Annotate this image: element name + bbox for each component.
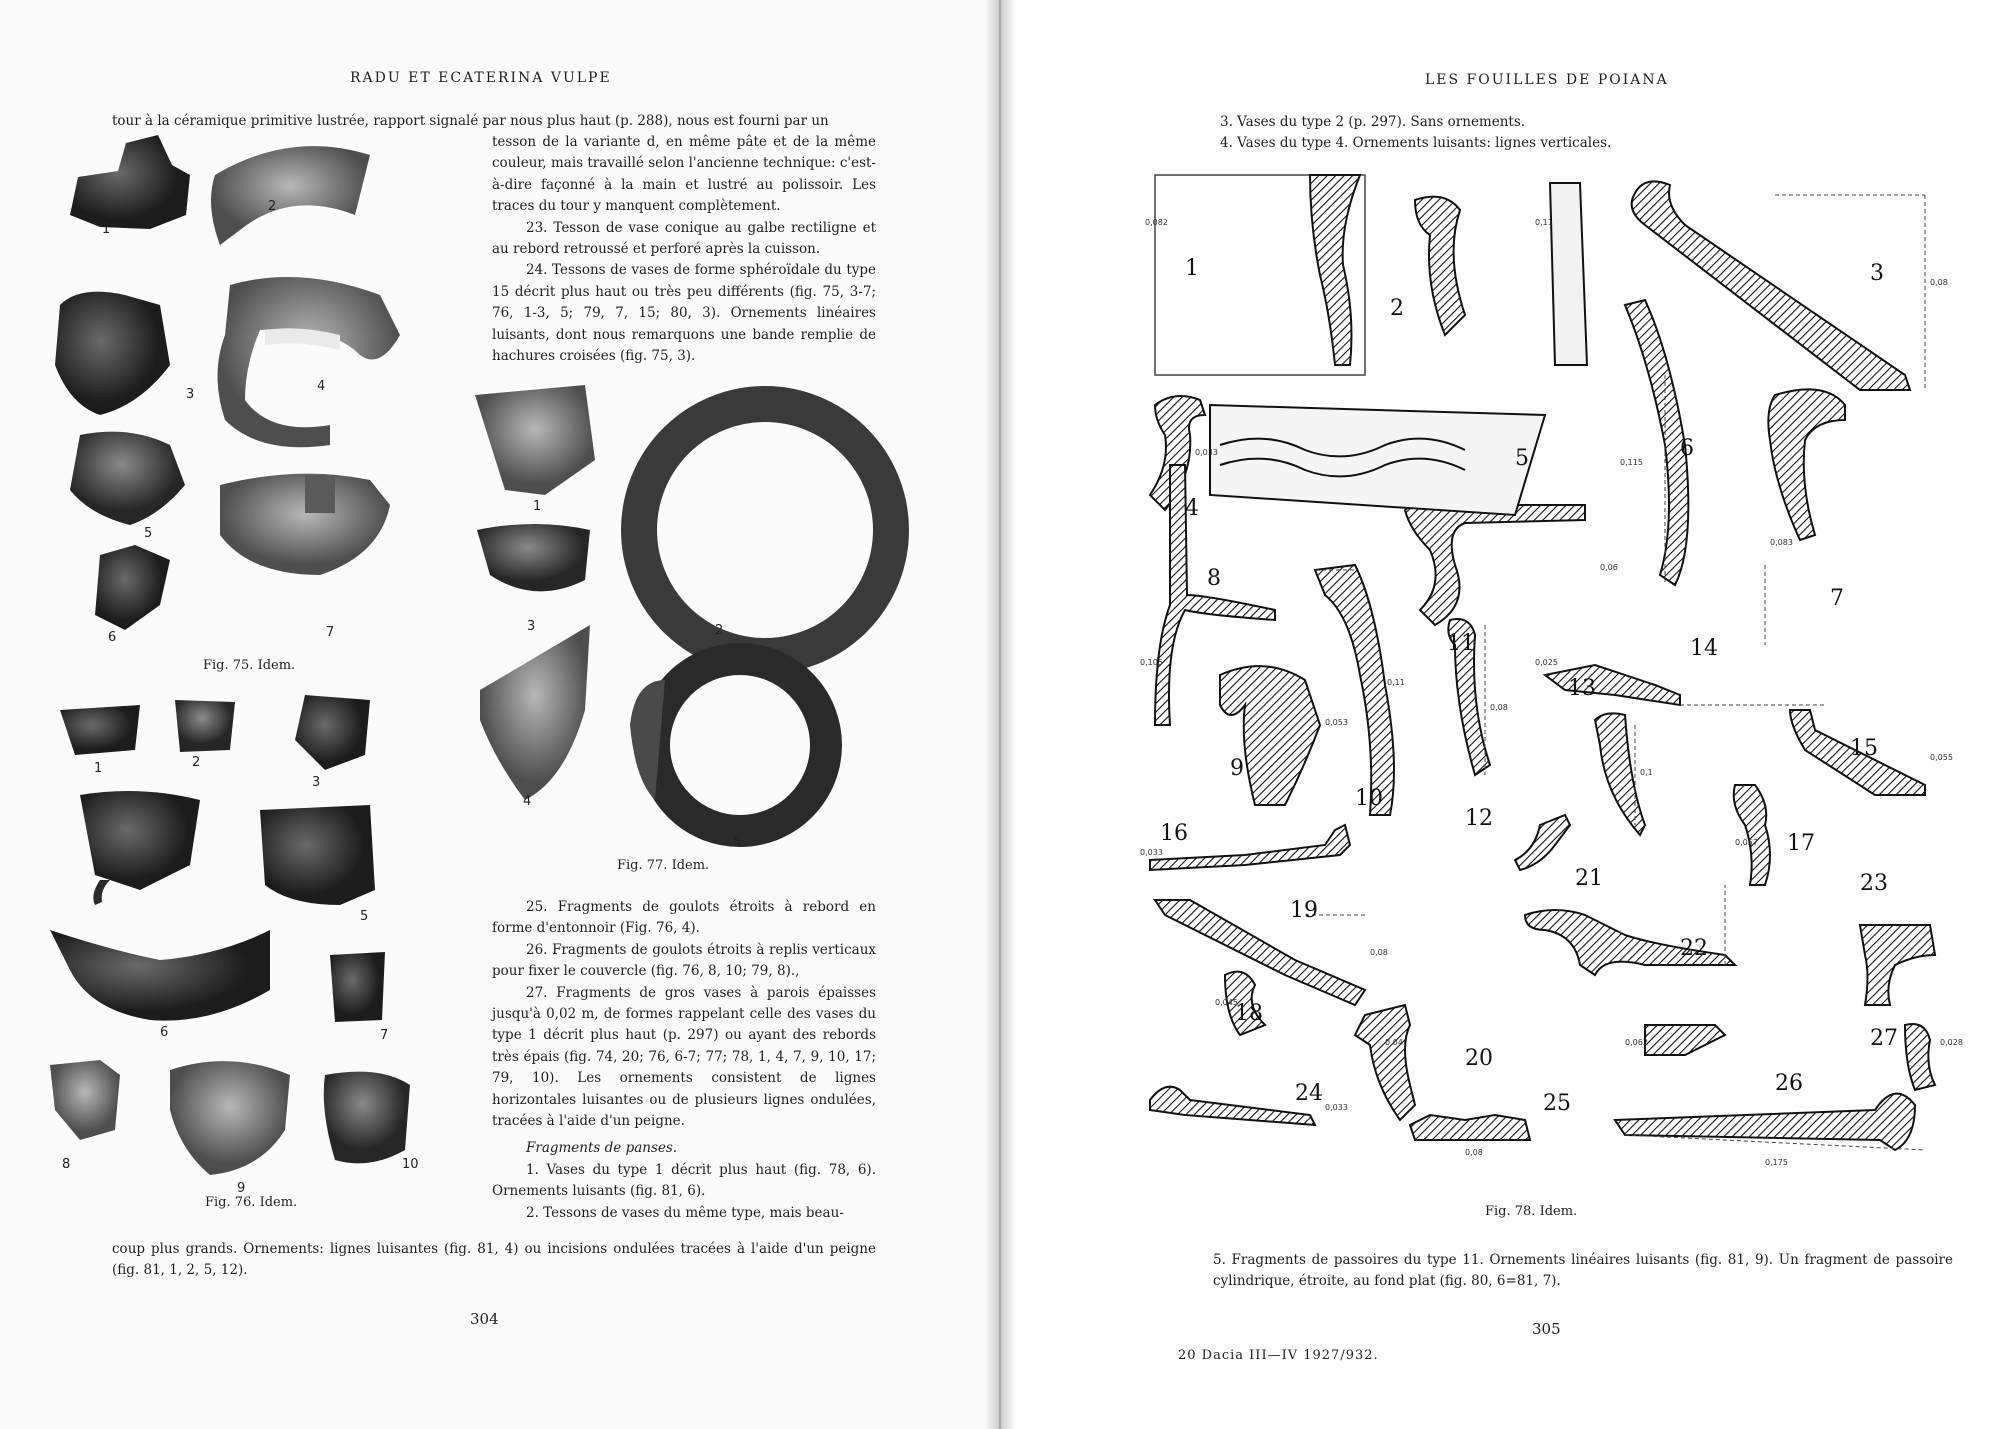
figure-76-photos [40, 690, 460, 1220]
item-26: 26. Fragments de goulots étroits à replis verticaux pour fixer le couvercle (fig. 76, 8, 10; 79, 8)., [492, 941, 876, 980]
fig75-caption: Fig. 75. Idem. [203, 658, 296, 673]
drawing-12 [1515, 815, 1570, 870]
drawing-20 [1355, 1005, 1415, 1120]
fig78-label-14: 14 [1690, 636, 1718, 661]
dim-5: 0,06 [1600, 563, 1618, 572]
dim-25: 0,08 [1465, 1148, 1483, 1157]
dim-15: 0,055 [1930, 753, 1953, 762]
item-24: 24. Tessons de vases de forme sphéroïdale du type 15 décrit plus haut ou très peu différents (fig. 75, 3-7; 76, 1-3, 5; 79, 7, 15; 80, 3). Ornements linéaires luisants, dont nous remarquons une bande remplie de hachures croisées (fig. 75, 3). [492, 262, 876, 365]
dim-24: 0,033 [1325, 1103, 1348, 1112]
sherd-76-2 [175, 700, 235, 752]
fig77-label-1: 1 [533, 499, 542, 514]
drawing-14 [1545, 665, 1680, 705]
figure-75-photos [40, 135, 460, 655]
sherd-75-6 [95, 545, 170, 630]
fig78-label-7: 7 [1830, 586, 1844, 611]
drawing-13 [1595, 713, 1645, 835]
item-3: 3. Vases du type 2 (p. 297). Sans ornements. [1220, 114, 1526, 130]
drawing-6 [1625, 300, 1688, 585]
fig76-caption: Fig. 76. Idem. [205, 1195, 298, 1210]
fig76-label-8: 8 [62, 1157, 71, 1172]
sherd-77-4 [480, 625, 590, 800]
fig75-label-3: 3 [186, 387, 195, 402]
fig78-label-12: 12 [1465, 806, 1493, 831]
fig76-label-3: 3 [312, 775, 321, 790]
fig78-label-8: 8 [1207, 566, 1221, 591]
sherd-76-3 [295, 695, 370, 770]
fig78-label-19: 19 [1290, 898, 1318, 923]
sherd-76-10 [324, 1072, 410, 1164]
fig78-label-20: 20 [1465, 1046, 1493, 1071]
book-gutter [985, 0, 1015, 1429]
sherd-76-5 [260, 805, 375, 905]
fig78-label-25: 25 [1543, 1091, 1571, 1116]
item-5: 5. Fragments de passoires du type 11. Ornements linéaires luisants (fig. 81, 9). Un fragment de passoire cylindrique, étroite, au fond plat (fig. 80, 6=81, 7). [1213, 1252, 1953, 1290]
fig78-label-26: 26 [1775, 1071, 1803, 1096]
fig78-label-21: 21 [1575, 866, 1603, 891]
sherd-75-2 [211, 146, 370, 245]
sherd-75-3 [55, 292, 170, 415]
dim-2: 0,11 [1535, 218, 1553, 227]
signature-footer: 20 Dacia III—IV 1927/932. [1178, 1348, 1379, 1363]
item-25: 25. Fragments de goulots étroits à rebord en forme d'entonnoir (Fig. 76, 4). [492, 899, 876, 937]
dim-3: 0,08 [1930, 278, 1948, 287]
figure-77-photos [465, 380, 860, 860]
drawing-2b [1550, 183, 1587, 365]
dim-27: 0,028 [1940, 1038, 1963, 1047]
drawing-23 [1860, 925, 1935, 1005]
fig78-label-10: 10 [1355, 786, 1383, 811]
fig76-label-5: 5 [360, 909, 369, 924]
fig76-label-2: 2 [192, 755, 201, 770]
fig78-label-1: 1 [1185, 256, 1199, 281]
right-column-text-top [492, 132, 876, 367]
sherd-75-5 [70, 432, 185, 525]
drawing-3 [1632, 181, 1910, 390]
dim-22: 0,062 [1625, 1038, 1648, 1047]
fig75-label-2: 2 [268, 199, 277, 214]
fig76-label-6: 6 [160, 1025, 169, 1040]
dim-18: 0,045 [1215, 998, 1238, 1007]
drawing-7 [1768, 389, 1845, 540]
drawing-9 [1220, 666, 1320, 805]
fig78-caption: Fig. 78. Idem. [1485, 1204, 1578, 1219]
fig77-caption: Fig. 77. Idem. [617, 858, 710, 873]
dim-6: 0,115 [1620, 458, 1643, 467]
fig75-label-6: 6 [108, 630, 117, 645]
dim-1: 0,082 [1145, 218, 1168, 227]
drawing-5 [1405, 501, 1585, 625]
page-number-left: 304 [470, 1310, 499, 1328]
fig78-label-22: 22 [1680, 936, 1708, 961]
sherd-76-1 [60, 705, 140, 755]
intro-continuation: tesson de la variante d, en même pâte et de la même couleur, mais travaillé selon l'ancienne technique: c'est-à-dire façonné à la main et lustré au polissoir. Les traces du tour y manquent complètement. [492, 134, 876, 215]
page-number-right: 305 [1532, 1320, 1561, 1338]
dim-8: 0,105 [1140, 658, 1163, 667]
sherd-76-6 [50, 930, 270, 1021]
dim-14: 0,025 [1535, 658, 1558, 667]
fig77-label-2: 2 [715, 623, 724, 638]
dim-10: 0,11 [1387, 678, 1405, 687]
dim-11: 0,08 [1490, 703, 1508, 712]
fig75-label-7: 7 [326, 625, 335, 640]
fig78-label-23: 23 [1860, 871, 1888, 896]
dim-13: 0,1 [1640, 768, 1653, 777]
ring-77-2 [639, 404, 891, 656]
sherd-76-7 [330, 952, 385, 1022]
fig77-label-3: 3 [527, 619, 536, 634]
panses-heading: Fragments de panses. [526, 1140, 678, 1157]
fig77-label-5: 5 [733, 835, 742, 850]
running-head-left: RADU ET ECATERINA VULPE [350, 70, 612, 86]
figure-78-drawings [1125, 165, 1963, 1185]
dim-7: 0,083 [1770, 538, 1793, 547]
fig78-label-9: 9 [1230, 756, 1244, 781]
fig75-label-1: 1 [102, 222, 111, 237]
dim-20: 0,04 [1385, 1038, 1403, 1047]
panse-2a: 2. Tessons de vases du même type, mais beau- [526, 1204, 844, 1221]
fig78-label-18: 18 [1235, 1001, 1263, 1026]
fig75-label-5: 5 [144, 526, 153, 541]
fig76-label-10: 10 [402, 1157, 419, 1172]
dim-17: 0,057 [1735, 838, 1758, 847]
drawing-19 [1155, 900, 1365, 1005]
sherd-77-3 [477, 524, 590, 591]
fig78-label-4: 4 [1185, 496, 1199, 521]
sherd-75-4a [218, 277, 401, 447]
fig77-label-4: 4 [523, 794, 532, 809]
fig78-label-16: 16 [1160, 821, 1188, 846]
fig78-label-6: 6 [1680, 436, 1694, 461]
drawing-10 [1315, 565, 1394, 815]
item-27: 27. Fragments de gros vases à parois épaisses jusqu'à 0,02 m, de formes rappelant celle des vases du type 1 décrit plus haut (p. 297) ou ayant des rebords très épais (fig. 74, 20; 76, 6-7; 77; 78, 1, 4, 7, 9, 10, 17; 79, 10). Les ornements consistent de lignes horizontales luisantes ou de plusieurs lignes ondulées, tracées à l'aide d'un peigne. [492, 984, 876, 1130]
dim-9: 0,053 [1325, 718, 1348, 727]
dim-19: 0,08 [1370, 948, 1388, 957]
fig78-label-13: 13 [1568, 676, 1596, 701]
dim-4: 0,033 [1195, 448, 1218, 457]
fig78-label-11: 11 [1447, 631, 1475, 656]
drawing-17 [1734, 785, 1770, 885]
panse-1: 1. Vases du type 1 décrit plus haut (fig. 78, 6). Ornements luisants (fig. 81, 6). [492, 1161, 876, 1200]
sherd-77-1 [475, 385, 595, 495]
fig78-label-24: 24 [1295, 1081, 1323, 1106]
fig78-label-15: 15 [1850, 736, 1878, 761]
sherd-75-1 [70, 135, 190, 229]
drawing-27 [1905, 1024, 1935, 1090]
fig78-label-3: 3 [1870, 261, 1884, 286]
sherd-76-4 [80, 791, 200, 890]
dim-26: 0,175 [1765, 1158, 1788, 1167]
fig76-label-9: 9 [237, 1181, 246, 1196]
fig76-label-4: 4 [155, 866, 164, 881]
drawing-1 [1310, 175, 1360, 365]
fig78-label-27: 27 [1870, 1026, 1898, 1051]
fig78-label-5: 5 [1515, 446, 1529, 471]
fig76-label-7: 7 [380, 1028, 389, 1043]
right-items-top [1220, 112, 1940, 155]
drawing-25 [1410, 1115, 1530, 1140]
right-column-text-bottom [492, 897, 876, 1224]
running-head-right: LES FOUILLES DE POIANA [1425, 72, 1669, 88]
panse-2b: coup plus grands. Ornements: lignes luisantes (fig. 81, 4) ou incisions ondulées tracées à l'aide d'un peigne (fig. 81, 1, 2, 5, 12). [112, 1241, 876, 1279]
intro-line: tour à la céramique primitive lustrée, rapport signalé par nous plus haut (p. 288), nous est fourni par un [112, 113, 829, 129]
fig76-label-1: 1 [94, 761, 103, 776]
dim-16: 0,033 [1140, 848, 1163, 857]
item-4: 4. Vases du type 4. Ornements luisants: lignes verticales. [1220, 135, 1612, 152]
fig75-label-4: 4 [317, 379, 326, 394]
drawing-22 [1645, 1025, 1725, 1055]
ring-77-5 [654, 659, 826, 831]
drawing-2 [1415, 197, 1465, 335]
sherd-76-8 [50, 1060, 120, 1140]
fig78-label-17: 17 [1787, 831, 1815, 856]
fig78-label-2: 2 [1390, 296, 1404, 321]
drawing-24 [1150, 1087, 1315, 1125]
sherd-76-9 [170, 1061, 290, 1175]
item-23: 23. Tesson de vase conique au galbe rectiligne et au rebord retroussé et perforé après la cuisson. [492, 219, 876, 258]
